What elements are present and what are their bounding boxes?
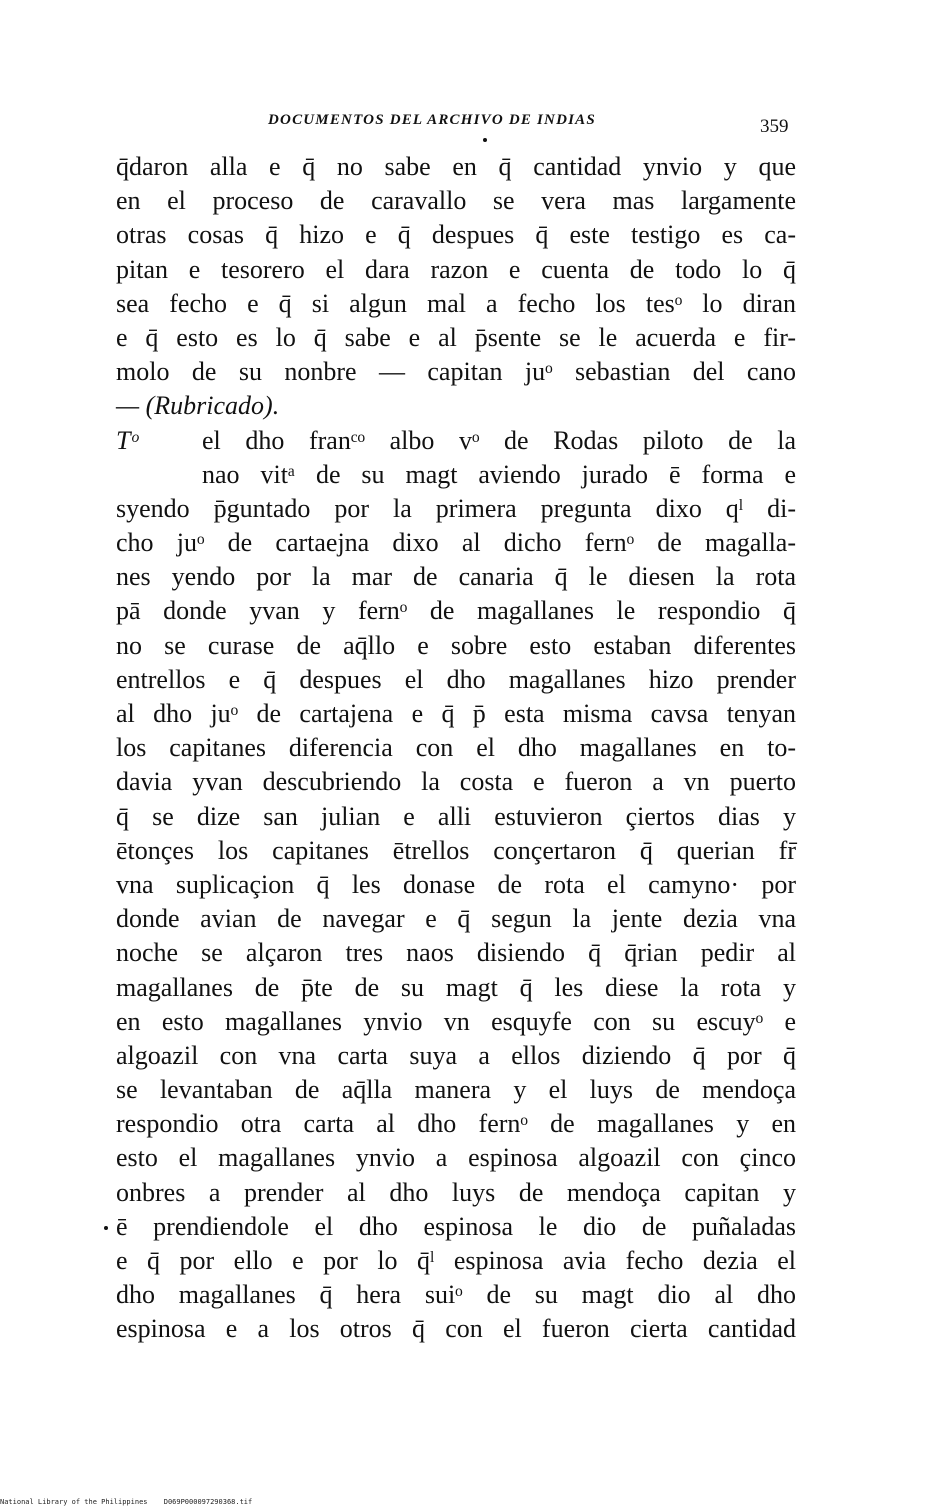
text-line: en esto magallanes ynvio vn esquyfe con su escuyᵒ e — [116, 1006, 796, 1036]
text-line-rubricado: — (Rubricado). — [116, 391, 280, 421]
footer-library: National Library of the Philippines — [0, 1498, 148, 1506]
page-number: 359 — [760, 116, 789, 137]
running-title: DOCUMENTOS DEL ARCHIVO DE INDIAS — [268, 112, 596, 128]
text-line: donde avian de navegar e q̄ segun la jente dezia vna — [116, 904, 796, 934]
text-line: sea fecho e q̄ si algun mal a fecho los tesᵒ lo diran — [116, 288, 796, 318]
text-line: ē prendiendole el dho espinosa le dio de puñaladas — [116, 1211, 796, 1241]
margin-label: Tᵒ — [116, 425, 138, 455]
text-line: nao vitᵃ de su magt aviendo jurado ē forma e — [202, 459, 796, 489]
text-line: los capitanes diferencia con el dho magallanes en to- — [116, 733, 796, 763]
text-line: cho juᵒ de cartaejna dixo al dicho fernᵒ de magalla- — [116, 528, 796, 558]
text-line: onbres a prender al dho luys de mendoça capitan y — [116, 1177, 796, 1207]
text-line: espinosa e a los otros q̄ con el fueron cierta cantidad — [116, 1314, 796, 1344]
text-line: al dho juᵒ de cartajena e q̄ p̄ esta misma cavsa tenyan — [116, 699, 796, 728]
text-line: pā donde yvan y fernᵒ de magallanes le respondio q̄ — [116, 596, 796, 626]
text-line: e q̄ por ello e por lo q̄ˡ espinosa avia fecho dezia el — [116, 1246, 796, 1275]
margin-dot — [104, 1226, 108, 1230]
text-line: q̄ se dize san julian e alli estuvieron çiertos dias y — [116, 801, 796, 831]
text-line: davia yvan descubriendo la costa e fueron a vn puerto — [116, 767, 796, 797]
scan-footer — [0, 1498, 252, 1506]
text-line: pitan e tesorero el dara razon e cuenta de todo lo q̄ — [116, 254, 796, 284]
text-line-content: el dho franᶜᵒ albo vᵒ de Rodas piloto de la — [202, 425, 796, 455]
text-line: e q̄ esto es lo q̄ sabe e al p̄sente se le acuerda e fir- — [116, 322, 796, 352]
text-line: noche se alçaron tres naos disiendo q̄ q̄rian pedir al — [116, 938, 796, 968]
text-line: algoazil con vna carta suya a ellos diziendo q̄ por q̄ — [116, 1040, 796, 1070]
text-line: magallanes de p̄te de su magt q̄ les diese la rota y — [116, 972, 796, 1002]
text-line: se levantaban de aq̄lla manera y el luys de mendoça — [116, 1075, 796, 1105]
text-line: vna suplicaçion q̄ les donase de rota el camyno· por — [116, 869, 796, 899]
text-line: ētonçes los capitanes ētrellos conçertaron q̄ querian fr̄ — [116, 835, 796, 865]
page-body — [116, 150, 796, 1347]
text-line-witness-start — [116, 424, 796, 458]
ink-dot — [483, 138, 487, 142]
text-line: molo de su nonbre — capitan juᵒ sebastian del cano — [116, 357, 796, 387]
text-line: respondio otra carta al dho fernᵒ de magallanes y en — [116, 1109, 796, 1139]
text-line: en el proceso de caravallo se vera mas largamente — [116, 186, 796, 216]
text-line: syendo p̄guntado por la primera pregunta dixo qˡ di- — [116, 493, 796, 523]
text-line: dho magallanes q̄ hera suiᵒ de su magt dio al dho — [116, 1280, 796, 1310]
text-line: esto el magallanes ynvio a espinosa algoazil con çinco — [116, 1143, 796, 1173]
text-line: entrellos e q̄ despues el dho magallanes hizo prender — [116, 664, 796, 694]
text-line: nes yendo por la mar de canaria q̄ le diesen la rota — [116, 562, 796, 592]
text-line: otras cosas q̄ hizo e q̄ despues q̄ este testigo es ca- — [116, 220, 796, 250]
text-line: no se curase de aq̄llo e sobre esto estaban diferentes — [116, 630, 796, 660]
text-line: q̄daron alla e q̄ no sabe en q̄ cantidad ynvio y que — [116, 152, 796, 181]
footer-file-id: D069P000097290368.tif — [163, 1498, 253, 1506]
